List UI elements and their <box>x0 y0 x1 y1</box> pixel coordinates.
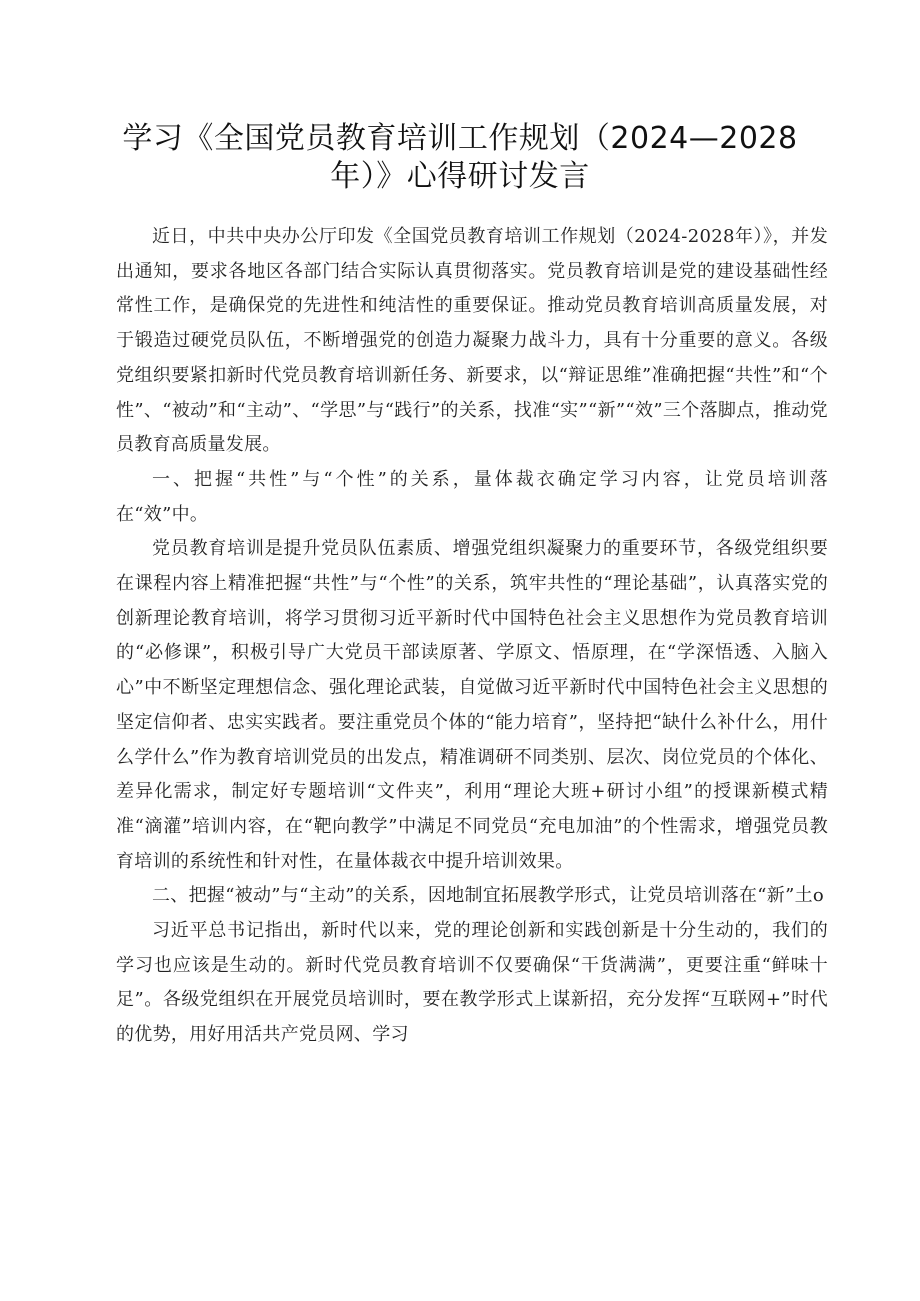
intro-paragraph: 近日，中共中央办公厅印发《全国党员教育培训工作规划（2024-2028年）》，并发出通知，要求各地区各部门结合实际认真贯彻落实。党员教育培训是党的建设基础性经常性工作，是确保党的先进性和纯洁性的重要保证。推动党员教育培训高质量发展，对于锻造过硬党员队伍，不断增强党的创造力凝聚力战斗力，具有十分重要的意义。各级党组织要紧扣新时代党员教育培训新任务、新要求，以“辩证思维”准确把握“共性”和“个性”、“被动”和“主动”、“学思”与“践行”的关系，找准“实”“新”“效”三个落脚点，推动党员教育高质量发展。 <box>116 226 828 456</box>
section-paragraph-1: 党员教育培训是提升党员队伍素质、增强党组织凝聚力的重要环节，各级党组织要在课程内容上精准把握“共性”与“个性”的关系，筑牢共性的“理论基础”，认真落实党的创新理论教育培训，将学习贯彻习近平新时代中国特色社会主义思想作为党员教育培训的“必修课”，积极引导广大党员干部读原著、学原文、悟原理，在“学深悟透、入脑入心”中不断坚定理想信念、强化理论武装，自觉做习近平新时代中国特色社会主义思想的坚定信仰者、忠实实践者。要注重党员个体的“能力培育”，坚持把“缺什么补什么，用什么学什么”作为教育培训党员的出发点，精准调研不同类别、层次、岗位党员的个体化、差异化需求，制定好专题培训“文件夹”，利用“理论大班+研讨小组”的授课新模式精准“滴灌”培训内容，在“靶向教学”中满足不同党员“充电加油”的个性需求，增强党员教育培训的系统性和针对性，在量体裁衣中提升培训效果。 <box>116 538 828 872</box>
document-title <box>100 120 820 196</box>
title-line-2: 年）》心得研讨发言 <box>330 159 590 194</box>
title-line-1: 学习《全国党员教育培训工作规划（2024—2028 <box>122 121 798 156</box>
section-paragraph-2: 习近平总书记指出，新时代以来，党的理论创新和实践创新是十分生动的，我们的学习也应该是生动的。新时代党员教育培训不仅要确保“干货满满”，更要注重“鲜味十足”。各级党组织在开展党员培训时，要在教学形式上谋新招，充分发挥“互联网+”时代的优势，用好用活共产党员网、学习 <box>116 920 828 1046</box>
section-heading-1: 一、把握“共性”与“个性”的关系，量体裁衣确定学习内容，让党员培训落在“效”中。 <box>116 468 828 525</box>
section-heading-2: 二、把握“被动”与“主动”的关系，因地制宜拓展教学形式，让党员培训落在“新”土o <box>152 885 825 907</box>
document-body <box>116 220 828 1053</box>
